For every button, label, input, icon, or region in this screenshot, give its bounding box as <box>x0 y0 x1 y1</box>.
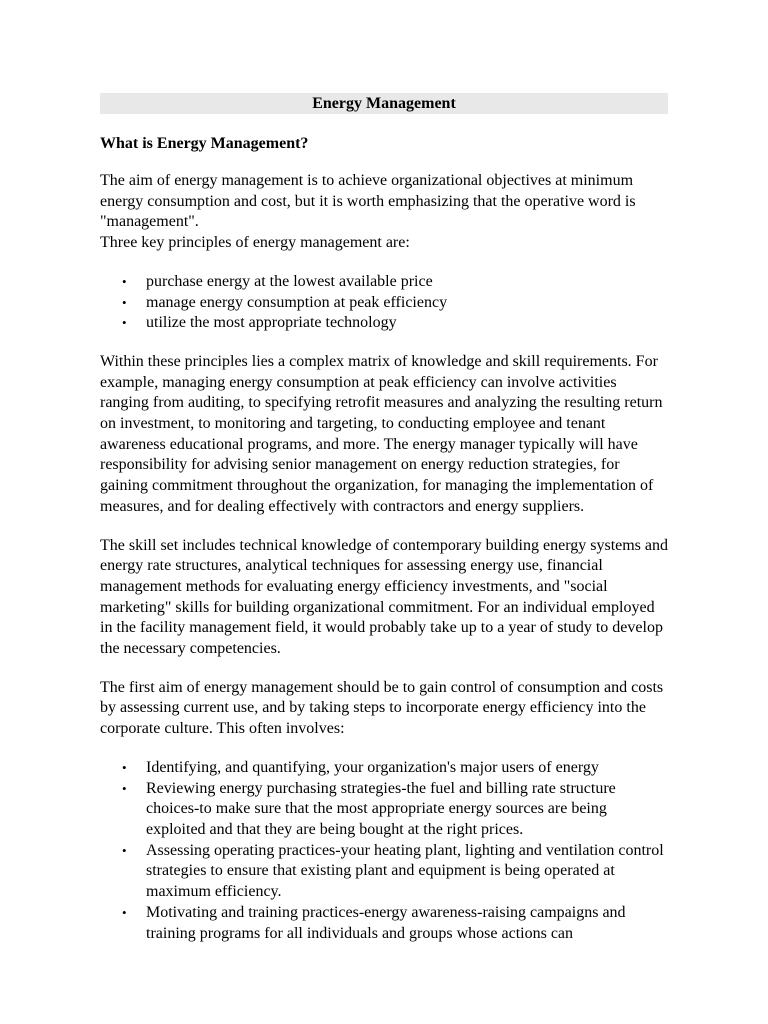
list-item-text: utilize the most appropriate technology <box>146 314 397 332</box>
bullet-icon: • <box>122 315 127 331</box>
document-title: Energy Management <box>100 93 668 114</box>
bullet-icon: • <box>122 842 127 858</box>
involves-list <box>100 758 668 944</box>
bullet-icon: • <box>122 780 127 796</box>
list-item <box>122 779 668 841</box>
list-item <box>122 272 668 293</box>
first-aim-paragraph: The first aim of energy management should be to gain control of consumption and costs by assessing current use, and by taking steps to incorporate energy efficiency into the corporate culture. This often involves: <box>100 678 664 738</box>
list-item-text: Identifying, and quantifying, your organization's major users of energy <box>146 758 599 776</box>
list-item <box>122 313 668 334</box>
skills-paragraph: The skill set includes technical knowledge of contemporary building energy systems and energy rate structures, analytical techniques for assessing energy use, financial management methods for evaluating energy efficiency investments, and "social marketing" skills for building organizational commitment. For an individual employed in the facility management field, it would probably take up to a year of study to develop the necessary competencies. <box>100 536 669 658</box>
bullet-icon: • <box>122 904 127 920</box>
bullet-icon: • <box>122 759 127 775</box>
list-item <box>122 903 668 944</box>
list-item-text: Reviewing energy purchasing strategies-the fuel and billing rate structure choices-to make sure that the most appropriate energy sources are being exploited and that they are being bought at the right prices. <box>146 779 616 838</box>
list-item <box>122 758 668 779</box>
intro-text: The aim of energy management is to achieve organizational objectives at minimum energy consumption and cost, but it is worth emphasizing that the operative word is "management". <box>100 172 636 231</box>
bullet-icon: • <box>122 294 127 310</box>
principles-list <box>100 272 668 334</box>
bullet-icon: • <box>122 273 127 289</box>
list-item-text: Assessing operating practices-your heating plant, lighting and ventilation control strategies to ensure that existing plant and equipment is being operated at maximum efficiency. <box>146 841 664 901</box>
list-item-text: Motivating and training practices-energy awareness-raising campaigns and training programs for all individuals and groups whose actions can <box>146 903 626 942</box>
list-item <box>122 293 668 314</box>
principles-lead: Three key principles of energy management are: <box>100 234 410 252</box>
document-page <box>100 93 668 944</box>
list-item-text: purchase energy at the lowest available price <box>146 272 433 290</box>
list-item <box>122 841 668 903</box>
list-item-text: manage energy consumption at peak efficiency <box>146 293 448 311</box>
intro-paragraph <box>100 171 668 254</box>
section-heading: What is Energy Management? <box>100 135 309 152</box>
matrix-paragraph: Within these principles lies a complex matrix of knowledge and skill requirements. For example, managing energy consumption at peak efficiency can involve activities ranging from auditing, to specifying retrofit measures and analyzing the resulting return on investment, to monitoring and targeting, to conducting employee and tenant awareness educational programs, and more. The energy manager typically will have responsibility for advising senior management on energy reduction strategies, for gaining commitment throughout the organization, for managing the implementation of measures, and for dealing effectively with contractors and energy suppliers. <box>100 352 663 515</box>
